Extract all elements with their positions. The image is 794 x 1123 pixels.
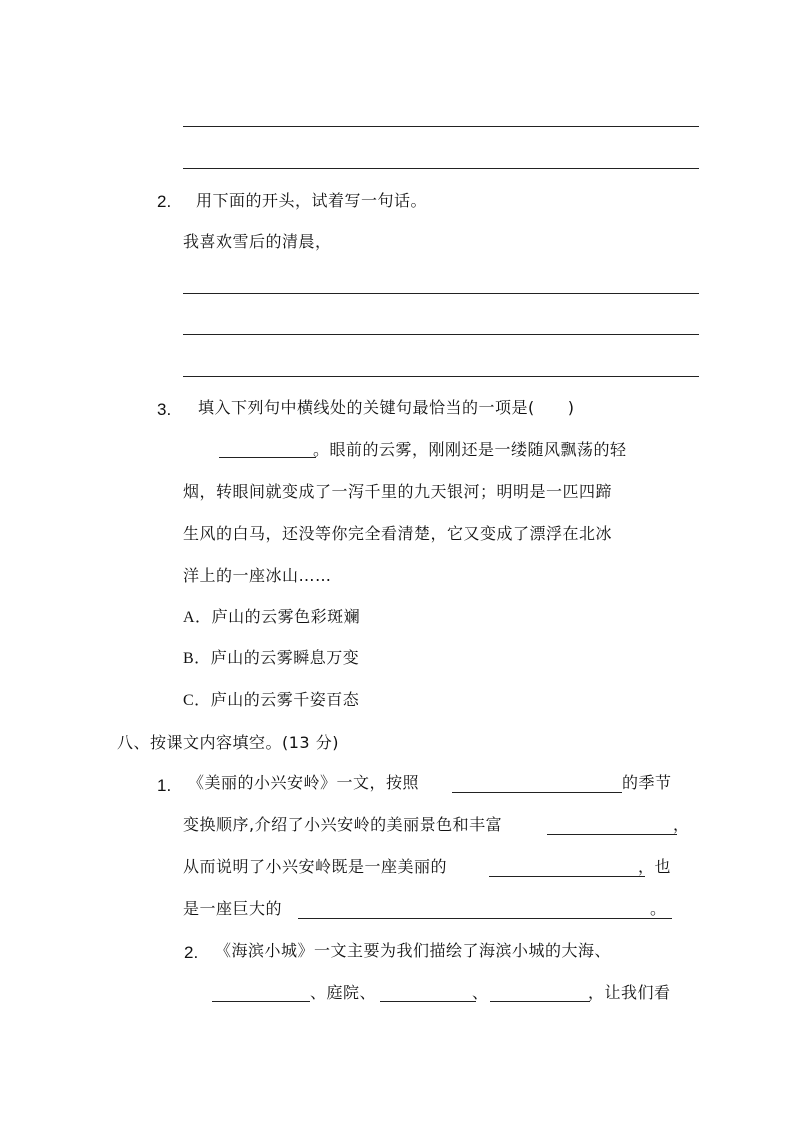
answer-line[interactable] [183, 334, 699, 335]
answer-line[interactable] [183, 126, 699, 127]
passage-line: 洋上的一座冰山…… [183, 566, 332, 585]
fill-text: 、 [472, 983, 489, 1002]
fill-blank[interactable] [212, 1001, 310, 1002]
fill-blank[interactable] [452, 792, 622, 793]
question-number: 3. [157, 400, 172, 419]
question-number: 2. [184, 943, 199, 962]
fill-blank[interactable] [490, 1001, 590, 1002]
option-c[interactable] [183, 690, 359, 711]
passage-line: 。眼前的云雾，刚刚还是一缕随风飘荡的轻 [313, 440, 627, 459]
fill-blank[interactable] [380, 1001, 476, 1002]
sentence-starter: 我喜欢雪后的清晨， [183, 232, 332, 251]
fill-blank[interactable] [489, 876, 645, 877]
fill-blank[interactable] [219, 457, 316, 458]
question-number: 2. [157, 192, 172, 211]
option-letter: C． [183, 692, 211, 709]
passage-line: 生风的白马，还没等你完全看清楚，它又变成了漂浮在北冰 [183, 524, 613, 543]
fill-text: 变换顺序,介绍了小兴安岭的美丽景色和丰富 [183, 815, 503, 834]
option-a[interactable] [183, 607, 360, 628]
section-heading: 八、按课文内容填空。(13 分) [117, 733, 339, 752]
fill-text: 是一座巨大的 [183, 899, 283, 918]
option-text: 庐山的云雾千姿百态 [210, 690, 360, 709]
fill-blank[interactable] [298, 918, 672, 919]
question-prompt: 填入下列句中横线处的关键句最恰当的一项是( ) [198, 398, 575, 417]
question-prompt: 用下面的开头，试着写一句话。 [196, 191, 428, 210]
option-letter: B． [183, 650, 211, 667]
option-letter: A． [183, 609, 212, 626]
fill-text: 、庭院、 [310, 983, 377, 1002]
fill-text: ，也 [638, 857, 672, 876]
question-number: 1. [157, 776, 172, 795]
fill-text: ，让我们看 [588, 983, 671, 1002]
answer-line[interactable] [183, 168, 699, 169]
passage-line: 烟，转眼间就变成了一泻千里的九天银河；明明是一匹四蹄 [183, 482, 613, 501]
fill-blank[interactable] [547, 834, 677, 835]
fill-text: 的季节 [622, 773, 672, 792]
fill-text: 从而说明了小兴安岭既是一座美丽的 [183, 857, 448, 876]
fill-text: ， [673, 815, 690, 834]
answer-line[interactable] [183, 293, 699, 294]
fill-text: 《美丽的小兴安岭》一文，按照 [188, 773, 420, 792]
fill-text: 《海滨小城》一文主要为我们描绘了海滨小城的大海、 [215, 941, 612, 960]
answer-line[interactable] [183, 376, 699, 377]
fill-text: 。 [650, 899, 667, 918]
option-text: 庐山的云雾瞬息万变 [210, 648, 360, 667]
option-b[interactable] [183, 648, 359, 669]
option-text: 庐山的云雾色彩斑斓 [211, 607, 361, 626]
